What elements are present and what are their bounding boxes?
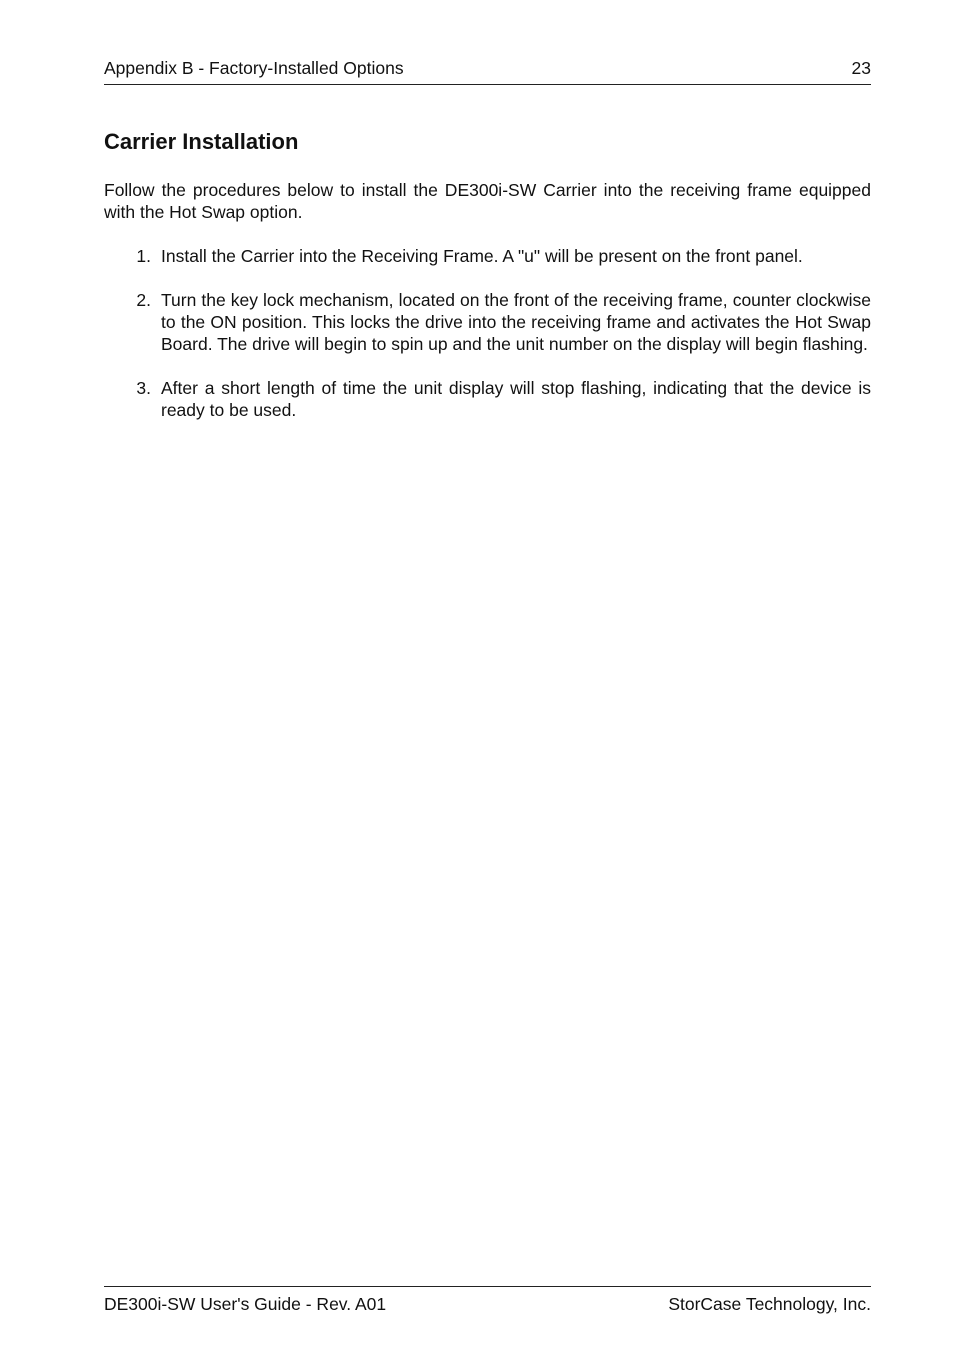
steps-list	[104, 245, 871, 421]
footer-company: StorCase Technology, Inc.	[668, 1294, 871, 1314]
step-text: After a short length of time the unit display will stop flashing, indicating that the device is ready to be used.	[161, 378, 871, 420]
step-text: Install the Carrier into the Receiving Frame. A "u" will be present on the front panel.	[161, 246, 803, 266]
list-item	[104, 245, 871, 267]
list-item	[104, 377, 871, 421]
header-title: Appendix B - Factory-Installed Options	[104, 58, 404, 78]
page-header	[104, 58, 871, 85]
list-item	[104, 289, 871, 355]
step-number: 3.	[136, 378, 151, 398]
section-title: Carrier Installation	[104, 129, 299, 154]
step-text: Turn the key lock mechanism, located on the front of the receiving frame, counter clockwise to the ON position. This locks the drive into the receiving frame and activates the Hot Swap Board. The drive will begin to spin up and the unit number on the display will begin flashing.	[161, 290, 871, 354]
step-number: 1.	[136, 246, 151, 266]
step-number: 2.	[136, 290, 151, 310]
intro-paragraph: Follow the procedures below to install the DE300i-SW Carrier into the receiving frame equipped with the Hot Swap option.	[104, 180, 871, 222]
footer-document-title: DE300i-SW User's Guide - Rev. A01	[104, 1294, 387, 1314]
main-content	[104, 127, 871, 443]
page-number: 23	[851, 58, 871, 78]
page-footer	[104, 1286, 871, 1315]
